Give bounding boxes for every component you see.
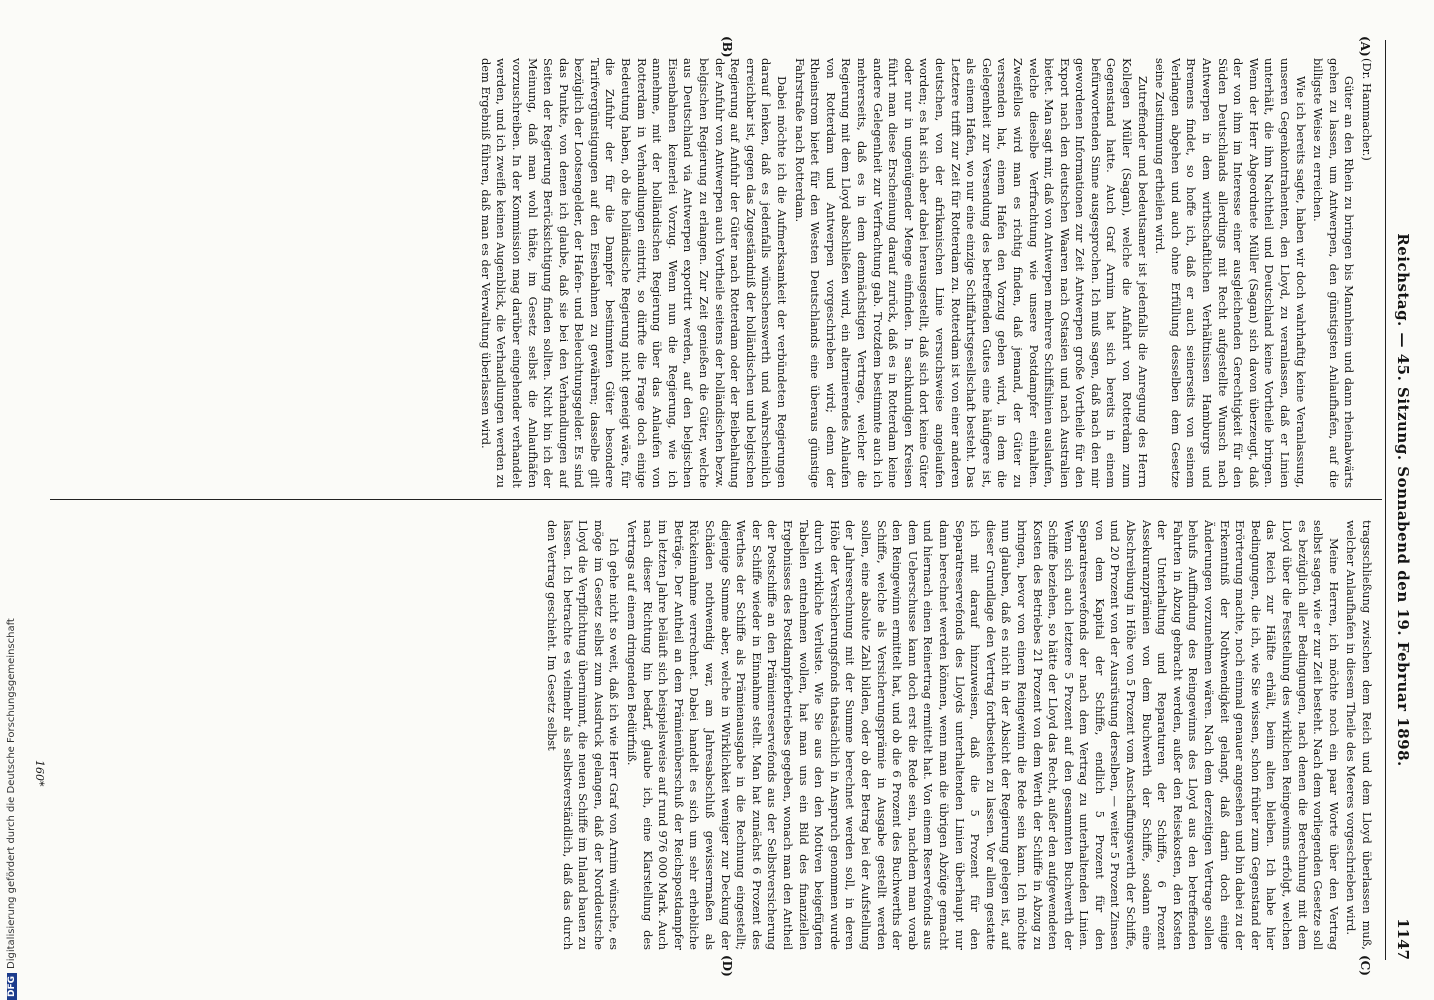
paragraph: Zutreffender und bedeutsamer ist jedenfalls die Anregung des Herrn Kollegen Müller (Sagan), welche die Anfahrt von Rotterdam zum Gegenstand hatte. Auch Graf Arnim hat sich bereits in einem befürwortenden Sinne ausgesprochen. Ich muß sagen, daß nach den mir gewordenen Informationen zur Zeit Antwerpen große Vortheile für den Export nach den deutschen Waaren nach Ostasien und nach Australien bietet. Man sagt mir, daß von Antwerpen mehrere Schiffslinien auslaufen, welche dieselbe Verfrachtung wie unsere Postdampfer einhalten. Zweifellos wird man es richtig finden, daß jemand, der Güter zu versenden hat, einem Hafen den Vorzug geben wird, in dem die Gelegenheit zur Versendung des betreffenden Gutes eine häufigere ist, als einem Hafen, wo nur eine einzige Schiffahrtsgesellschaft besteht. Das Letztere trifft zur Zeit für Rotterdam zu. Rotterdam ist von einer anderen deutschen, von der afrikanischen Linie versuchsweise angelaufen worden; es hat sich aber dabei herausgestellt, daß sich dort keine Güter oder nur in ungenügender Menge einfinden. In sachkundigen Kreisen führt man diese Erscheinung darauf zurück, daß es in Rotterdam keine andere Gelegenheit zur Verfrachtung gab. Trotzdem bestimmte auch ich mehrerseits, daß es in dem demnächstigen Vertrage, welcher die Regierung mit dem Lloyd abschließen wird, ein alternierendes Anlaufen von Rotterdam und Antwerpen vorgeschrieben wird; denn der Rheinstrom bietet für den Westen Deutschlands eine überaus günstige Fahrstraße nach Rotterdam.: [792, 58, 1150, 488]
speaker-label: (Dr. Hammacher.): [1360, 58, 1374, 161]
right-column: [54, 520, 1374, 950]
paragraph: tragsschließung zwischen dem Reich und dem Lloyd überlassen muß, welcher Anlaufhafen in diesem Theile des Meeres vorgeschrieben wird.: [1344, 520, 1374, 950]
margin-marker-c: (C): [1358, 955, 1372, 976]
margin-marker-d: (D): [720, 955, 734, 977]
paragraph: Güter an den Rhein zu bringen bis Mannheim und dann rheinabwärts gehen zu lassen, um Antwerpen, den günstigsten Anlaufhafen, auf die billigste Weise zu erreichen.: [1311, 58, 1357, 488]
page-header: [1384, 40, 1424, 960]
column-divider: [50, 499, 1382, 500]
signature-mark: 160*: [33, 760, 46, 787]
left-column: [54, 58, 1374, 488]
header-rule: [1385, 40, 1386, 960]
digitization-credit: Digitalisierung gefördert durch die Deutsche Forschungsgemeinschaft: [6, 618, 17, 969]
paragraph: Ich gehe nicht so weit, daß ich wie Herr Graf von Arnim wünsche, es möge im Gesetz selbst zum Ausdruck gelangen, daß der Norddeutsche Lloyd die Verpflichtung übernimmt, die neuen Schiffe im Inland bauen zu lassen. Ich betrachte es vielmehr als selbstverständlich, daß das durch den Vertrag geschieht. Im Gesetz selbst: [545, 520, 622, 950]
paragraph: Wie ich bereits sagte, haben wir doch wahrhaftig keine Veranlassung, unseren Gegenkontrahenten, den Lloyd, zu veranlassen, daß er Linien unterhält, die ihm Nachtheil und Deutschland keine Vortheile bringen. Wenn der Herr Abgeordnete Müller (Sagan) sich davon überzeugt, daß der von ihm im Interesse einer ausgleichenden Gerechtigkeit für den Süden Deutschlands allerdings mit Recht aufgestellte Wunsch nach Antwerpen in dem wirthschaftlichen Verhältnissen Hamburgs und Bremens findet, so hoffe ich, daß er auch seinerseits von seinem Verlangen abgehen und auch ohne Erfüllung desselben dem Gesetze seine Zustimmung ertheilen wird.: [1153, 58, 1308, 488]
dfg-logo: DFG: [7, 973, 17, 1000]
page-title: Reichstag. — 45. Sitzung. Sonnabend den 19. Februar 1898.: [1394, 233, 1412, 767]
digitization-note: [6, 0, 22, 1000]
margin-marker-b: (B): [720, 36, 734, 58]
margin-marker-a: (A): [1358, 36, 1372, 57]
page-number: 1147: [1394, 918, 1412, 960]
paragraph: Dabei möchte ich die Aufmerksamkeit der verbündeten Regierungen darauf lenken, daß es jedenfalls wünschenswerth und wahrscheinlich erreichbar ist, gegen das Zugeständniß der holländischen und belgischen Regierung auf Anfuhr der Güter nach Rotterdam oder der Beibehaltung der Anfuhr von Antwerpen auch Vortheile seitens der holländischen bezw. belgischen Regierung zu erlangen. Zur Zeit genießen die Güter, welche aus Deutschland via Antwerpen exportirt werden, auf den belgischen Eisenbahnen keinerlei Vorzug. Wenn nun die Regierung, wie ich annehme, mit der holländischen Regierung über das Anlaufen von Rotterdam in Verhandlungen eintritt, so dürfte die Frage doch einige Bedeutung haben, ob die holländische Regierung nicht geneigt wäre, für die Zufuhr der für die Dampfer bestimmten Güter besondere Tarifvergünstigungen auf den Eisenbahnen zu gewähren; dasselbe gilt bezüglich der Lootsengelder, der Hafen- und Beleuchtungsgelder. Es sind das Punkte, von denen ich glaube, daß sie bei den Verhandlungen auf Seiten der Regierung Berücksichtigung finden sollten. Nicht bin ich der Meinung, daß man wohl thäte, im Gesetz selbst die Anlaufhäfen vorzuschreiben. In der Kommission mag darüber eingehender verhandelt werden, und ich zweifle keinen Augenblick, die Verhandlungen werden zu dem Ergebniß führen, daß man es der Verwaltung überlassen wird.: [478, 58, 790, 488]
paragraph: Meine Herren, ich möchte noch ein paar Worte über den Vertrag selbst sagen, wie er zur Zeit besteht. Nach dem vorliegenden Gesetze soll es bezüglich aller Bedingungen, nach denen die Berechnung mit dem Lloyd über die Feststellung des wirklichen Reingewinns erfolgt, welchen das Reich zur Hälfte erhält, beim alten bleiben. Ich habe hier Bedingungen, die ich, wie Sie wissen, schon früher zum Gegenstand der Erörterung machte, noch einmal genauer angesehen und bin dabei zu der Erkenntniß der Nothwendigkeit gelangt, daß darin doch einige Änderungen vorzunehmen wären. Nach dem derzeitigen Vertrage sollen behufs Auffindung des Reingewinns des Lloyd aus den betreffenden Fahrten in Abzug gebracht werden, außer den Reisekosten, den Kosten der Unterhaltung und Reparaturen der Schiffe, 6 Prozent Assekuranzprämien von dem Buchwerth der Schiffe, sodann eine Abschreibung in Höhe von 5 Prozent vom Anschaffungswerth der Schiffe, und 20 Prozent von der Ausrüstung derselben, — weiter 5 Prozent Zinsen von dem Kapital der Schiffe, endlich 5 Prozent für den Separatreservefonds der nach dem Vertrag zu unterhaltenden Linien. Wenn sich auch letztere 5 Prozent auf den gesammten Buchwerth der Schiffe beziehen, so hätte der Lloyd das Recht, außer den aufgewendeten Kosten des Betriebes 21 Prozent von dem Werth der Schiffe in Abzug zu bringen, bevor von einem Reingewinn die Rede sein kann. Ich möchte nun glauben, daß es nicht in der Absicht der Regierung gelegen ist, auf dieser Grundlage den Vertrag fortbestehen zu lassen. Vor allem gestatte ich mit darauf hinzuweisen, daß die 5 Prozent für den Separatreservefonds des Lloyds unterhaltenden Linien überhaupt nur dann berechnet werden können, wenn man die übrigen Abzüge gemacht und hiernach einen Reinertrag ermittelt hat. Von einem Reservefonds aus dem Ueberschusse kann doch erst die Rede sein, nachdem man vorab den Reingewinn ermittelt hat, und ob die 6 Prozent des Buchwerths der Schiffe, welche als Versicherungsprämie in Ausgabe gestellt werden sollen, eine absolute Zahl bilden, oder ob der Betrag bei der Aufstellung der Jahresrechnung mit der Summe berechnet werden soll, in deren Höhe der Versicherungsfonds thatsächlich in Anspruch genommen wurde durch wirkliche Verluste. Wie Sie aus den den Motiven beigefügten Tabellen entnehmen wollen, hat man uns ein Bild des finanziellen Ergebnisses des Postdampferbetriebes gegeben, wonach man den Antheil der Postschiffe an den Prämienreservefonds aus der Selbstversicherung der Schiffe wieder in Einnahme stellt. Man hat zunächst 6 Prozent des Werthes der Schiffe als Prämienausgabe in die Rechnung eingestellt; diejenige Summe aber, welche in Wirklichkeit weniger zur Deckung der Schäden nothwendig war, am Jahresabschluß gewissermaßen als Rückeinnahme verrechnet. Dabei handelt es sich um sehr erhebliche Beträge. Der Antheil an dem Prämienüberschuß der Reichspostdampfer im letzten Jahre beläuft sich beispielsweise auf rund 976 000 Mark. Auch nach dieser Richtung hin bedarf, glaube ich, eine Klarstellung des Vertrags auf einem dringenden Bedürfniß.: [625, 520, 1341, 950]
